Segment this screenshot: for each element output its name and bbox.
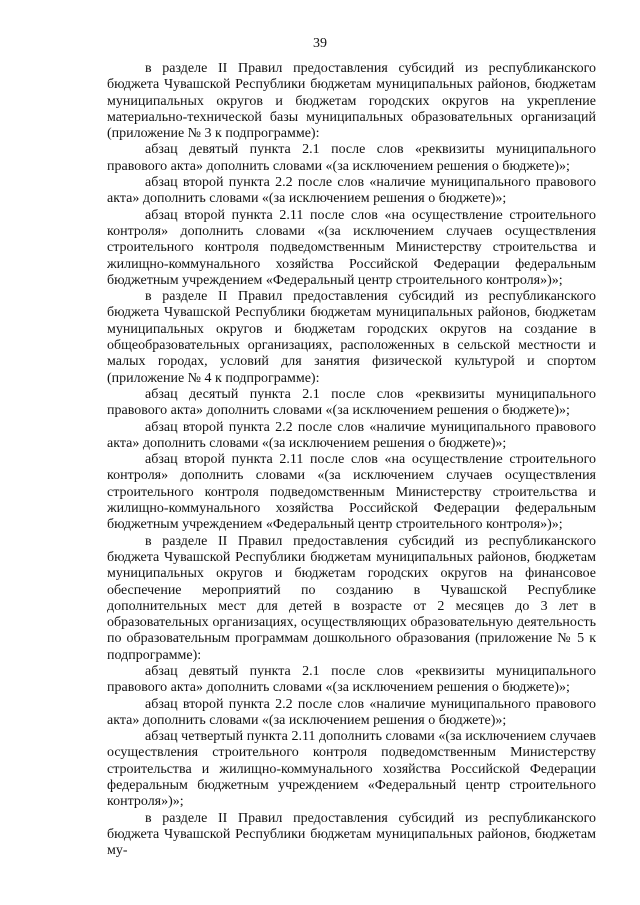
paragraph: в разделе II Правил предоставления субсидий из республиканского бюджета Чувашской Республики бюджетам муниципальных районов, бюджетам муниципальных округов и бюджетам городских округов на создание в общеобразовательных организациях, расположенных в сельской местности и малых городах, условий для занятия физической культурой и спортом (приложение № 4 к подпрограмме): bbox=[107, 289, 596, 386]
paragraph: абзац второй пункта 2.11 после слов «на осуществление строительного контроля» дополнить словами «(за исключением случаев осуществления строительного контроля подведомственным Министерству строительства и жилищно-коммунального хозяйства Российской Федерации федеральным бюджетным учреждением «Федеральный центр строительного контроля»)»; bbox=[107, 207, 596, 288]
paragraph: абзац второй пункта 2.11 после слов «на осуществление строительного контроля» дополнить словами «(за исключением случаев осуществления строительного контроля подведомственным Министерству строительства и жилищно-коммунального хозяйства Российской Федерации федеральным бюджетным учреждением «Федеральный центр строительного контроля»)»; bbox=[107, 452, 596, 533]
paragraph: абзац четвертый пункта 2.11 дополнить словами «(за исключением случаев осуществления строительного контроля подведомственным Министерству строительства и жилищно-коммунального хозяйства Российской Федерации федеральным бюджетным учреждением «Федеральный центр строительного контроля»)»; bbox=[107, 729, 596, 810]
document-body bbox=[107, 61, 596, 860]
paragraph: абзац десятый пункта 2.1 после слов «реквизиты муниципального правового акта» дополнить словами «(за исключением решения о бюджете)»; bbox=[107, 386, 596, 419]
paragraph: в разделе II Правил предоставления субсидий из республиканского бюджета Чувашской Республики бюджетам муниципальных районов, бюджетам муниципальных округов и бюджетам городских округов на финансовое обеспечение мероприятий по созданию в Чувашской Республике дополнительных мест для детей в возрасте от 2 месяцев до 3 лет в образовательных организациях, осуществляющих образовательную деятельность по образовательным программам дошкольного образования (приложение № 5 к подпрограмме): bbox=[107, 533, 596, 663]
paragraph: абзац девятый пункта 2.1 после слов «реквизиты муниципального правового акта» дополнить словами «(за исключением решения о бюджете)»; bbox=[107, 142, 596, 174]
page-number: 39 bbox=[313, 36, 327, 51]
paragraph: абзац девятый пункта 2.1 после слов «реквизиты муниципального правового акта» дополнить словами «(за исключением решения о бюджете)»; bbox=[107, 663, 596, 696]
paragraph: в разделе II Правил предоставления субсидий из республиканского бюджета Чувашской Республики бюджетам муниципальных районов, бюджетам муниципальных округов и бюджетам городских округов на укрепление материально-технической базы муниципальных образовательных организаций (приложение № 3 к подпрограмме): bbox=[107, 61, 596, 142]
paragraph: абзац второй пункта 2.2 после слов «наличие муниципального правового акта» дополнить словами «(за исключением решения о бюджете)»; bbox=[107, 696, 596, 728]
paragraph: в разделе II Правил предоставления субсидий из республиканского бюджета Чувашской Республики бюджетам муниципальных районов, бюджетам му- bbox=[107, 810, 596, 859]
paragraph: абзац второй пункта 2.2 после слов «наличие муниципального правового акта» дополнить словами «(за исключением решения о бюджете)»; bbox=[107, 419, 596, 451]
paragraph: абзац второй пункта 2.2 после слов «наличие муниципального правового акта» дополнить словами «(за исключением решения о бюджете)»; bbox=[107, 175, 596, 207]
